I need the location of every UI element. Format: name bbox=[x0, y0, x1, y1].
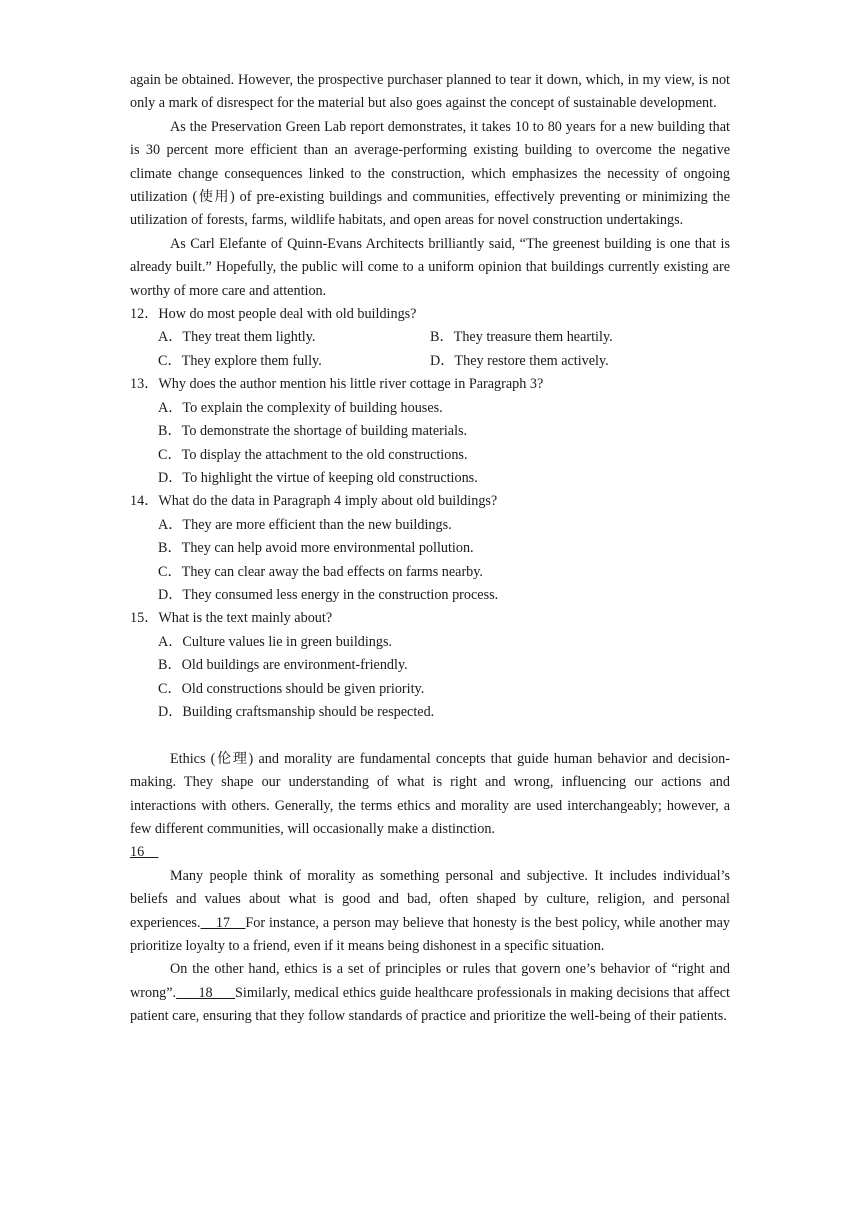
question-stem: 15．What is the text mainly about? bbox=[130, 610, 333, 627]
option-b: B．They can help avoid more environmental pollution. bbox=[158, 540, 474, 557]
option-b: B．They treasure them heartily. bbox=[430, 329, 613, 346]
option-a: A．They treat them lightly. bbox=[158, 329, 316, 346]
question-13 bbox=[130, 373, 730, 490]
question-14 bbox=[130, 490, 730, 607]
option-a: A．Culture values lie in green buildings. bbox=[158, 633, 393, 650]
blank-18: 18 bbox=[176, 984, 235, 1001]
option-c: C．They explore them fully. bbox=[158, 352, 322, 369]
passage2-paragraph-2: Many people think of morality as something personal and subjective. It includes individual’s beliefs and values about what is good and bad, often shaped by culture, religion, and personal experiences. 17 For instance, a person may believe that honesty is the best policy, while another may prioritize loyalty to a friend, even if it means being dishonest in a specific situation. bbox=[130, 867, 731, 955]
document-page bbox=[130, 69, 730, 1029]
question-15 bbox=[130, 607, 730, 724]
option-d: D．They restore them actively. bbox=[430, 352, 609, 369]
option-c: C．Old constructions should be given priority. bbox=[158, 680, 425, 697]
question-12 bbox=[130, 303, 730, 373]
option-d: D．Building craftsmanship should be respected. bbox=[158, 703, 435, 720]
option-c: C．To display the attachment to the old constructions. bbox=[158, 446, 468, 463]
option-c: C．They can clear away the bad effects on farms nearby. bbox=[158, 563, 483, 580]
option-d: D．To highlight the virtue of keeping old constructions. bbox=[158, 469, 478, 486]
question-stem: 12．How do most people deal with old buildings? bbox=[130, 306, 417, 323]
section-gap bbox=[130, 724, 730, 747]
option-d: D．They consumed less energy in the construction process. bbox=[158, 586, 499, 603]
option-a: A．They are more efficient than the new buildings. bbox=[158, 516, 452, 533]
passage2-paragraph-1: Ethics (伦理) and morality are fundamental concepts that guide human behavior and decision-making. They shape our understanding of what is right and wrong, influencing our actions and interactions with others. Generally, the terms ethics and morality are used interchangeably; however, a few different communities, will occasionally make a distinction. 16 bbox=[130, 750, 730, 861]
passage1-paragraph-continued: again be obtained. However, the prospective purchaser planned to tear it down, which, in my view, is not only a mark of disrespect for the material but also goes against the concept of sustainable development. bbox=[130, 72, 730, 112]
question-stem: 13．Why does the author mention his little river cottage in Paragraph 3? bbox=[130, 376, 544, 393]
option-a: A．To explain the complexity of building houses. bbox=[158, 399, 443, 416]
passage2-paragraph-3: On the other hand, ethics is a set of principles or rules that govern one’s behavior of “right and wrong”. 18 Similarly, medical ethics guide healthcare professionals in making decisions that affect patient care, ensuring that they follow standards of practice and prioritize the well-being of their patients. bbox=[130, 961, 731, 1025]
blank-17: 17 bbox=[200, 914, 246, 931]
blank-16: 16 bbox=[130, 844, 159, 861]
passage1-paragraph-5: As Carl Elefante of Quinn-Evans Architects brilliantly said, “The greenest building is one that is already built.” Hopefully, the public will come to a uniform opinion that buildings currently existing are worthy of more care and attention. bbox=[130, 235, 730, 299]
passage1-paragraph-4: As the Preservation Green Lab report demonstrates, it takes 10 to 80 years for a new building that is 30 percent more efficient than an average-performing existing building to overcome the negative climate change consequences linked to the construction, which emphasizes the necessity of ongoing utilization (使用) of pre-existing buildings and communities, effectively preventing or minimizing the utilization of forests, farms, wildlife habitats, and open areas for novel construction undertakings. bbox=[130, 118, 730, 229]
option-b: B．Old buildings are environment-friendly. bbox=[158, 657, 408, 674]
option-b: B．To demonstrate the shortage of building materials. bbox=[158, 423, 468, 440]
question-stem: 14．What do the data in Paragraph 4 imply about old buildings? bbox=[130, 493, 498, 510]
